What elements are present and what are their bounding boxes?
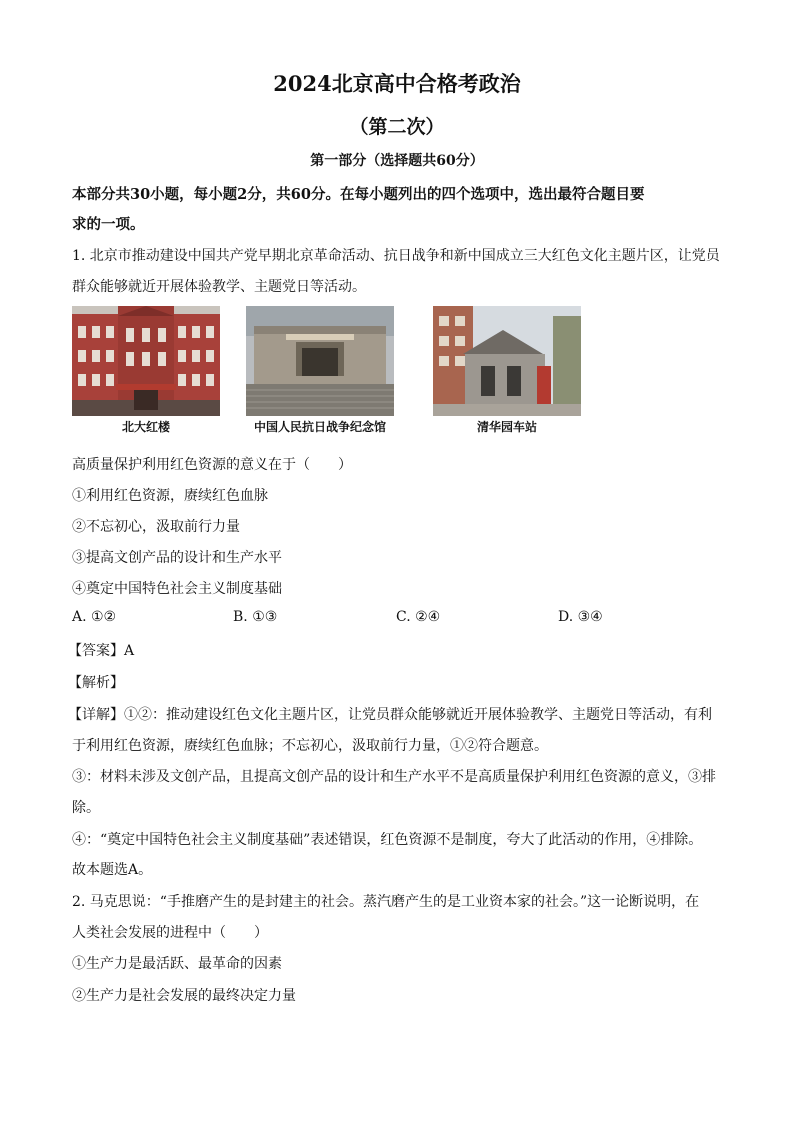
q2-stem-line-2: 人类社会发展的进程中（ ） [72, 925, 268, 941]
q1-stem-line-2: 群众能够就近开展体验教学、主题党日等活动。 [72, 279, 366, 295]
instruction-line-1: 本部分共30小题，每小题2分，共60分。在每小题列出的四个选项中，选出最符合题目要 [72, 186, 645, 203]
q1-statement-2: ②不忘初心，汲取前行力量 [72, 519, 240, 535]
caption-tsinghua-garden-station: 清华园车站 [476, 420, 537, 434]
caption-anti-japanese-war-memorial: 中国人民抗日战争纪念馆 [253, 420, 386, 434]
q2-statement-2: ②生产力是社会发展的最终决定力量 [72, 988, 296, 1004]
caption-peking-red-building: 北大红楼 [121, 420, 170, 434]
q1-explain-line-2: 于利用红色资源，赓续红色血脉；不忘初心，汲取前行力量，①②符合题意。 [72, 738, 548, 754]
q1-stem-line-1: 1. 北京市推动建设中国共产党早期北京革命活动、抗日战争和新中国成立三大红色文化主题片区，让党员 [72, 248, 720, 264]
q1-statement-4: ④奠定中国特色社会主义制度基础 [72, 581, 282, 597]
q1-option-c: C. ②④ [396, 609, 441, 625]
q1-explain-line-3: ③：材料未涉及文创产品，且提高文创产品的设计和生产水平不是高质量保护利用红色资源的意义，③排 [72, 769, 716, 785]
q1-explain-line-5: ④：“奠定中国特色社会主义制度基础”表述错误，红色资源不是制度，夸大了此活动的作用，④排除。 [72, 832, 703, 848]
q1-answer: 【答案】A [68, 643, 135, 659]
page-subtitle: （第二次） [349, 116, 445, 138]
q1-option-a: A. ①② [72, 609, 117, 625]
instruction-line-2: 求的一项。 [72, 216, 145, 233]
q2-stem-line-1: 2. 马克思说：“手推磨产生的是封建主的社会。蒸汽磨产生的是工业资本家的社会。”这一论断说明，在 [72, 894, 700, 910]
q1-explain-line-1: 【详解】①②：推动建设红色文化主题片区，让党员群众能够就近开展体验教学、主题党日等活动，有利 [68, 707, 712, 723]
photo-anti-japanese-war-memorial [246, 306, 394, 416]
page-title: 2024北京高中合格考政治 [273, 71, 521, 96]
q1-option-b: B. ①③ [233, 609, 278, 625]
q1-option-d: D. ③④ [558, 609, 603, 625]
q1-explain-line-4: 除。 [72, 800, 100, 816]
q1-statement-3: ③提高文创产品的设计和生产水平 [72, 550, 282, 566]
q1-statement-1: ①利用红色资源，赓续红色血脉 [72, 488, 268, 504]
q1-explain-line-6: 故本题选A。 [72, 862, 153, 878]
photo-peking-red-building [72, 306, 220, 416]
section-heading: 第一部分（选择题共60分） [310, 153, 484, 169]
q1-analysis-title: 【解析】 [68, 675, 124, 691]
photo-tsinghua-garden-station [433, 306, 581, 416]
q2-statement-1: ①生产力是最活跃、最革命的因素 [72, 956, 282, 972]
q1-question: 高质量保护利用红色资源的意义在于（ ） [72, 457, 352, 473]
